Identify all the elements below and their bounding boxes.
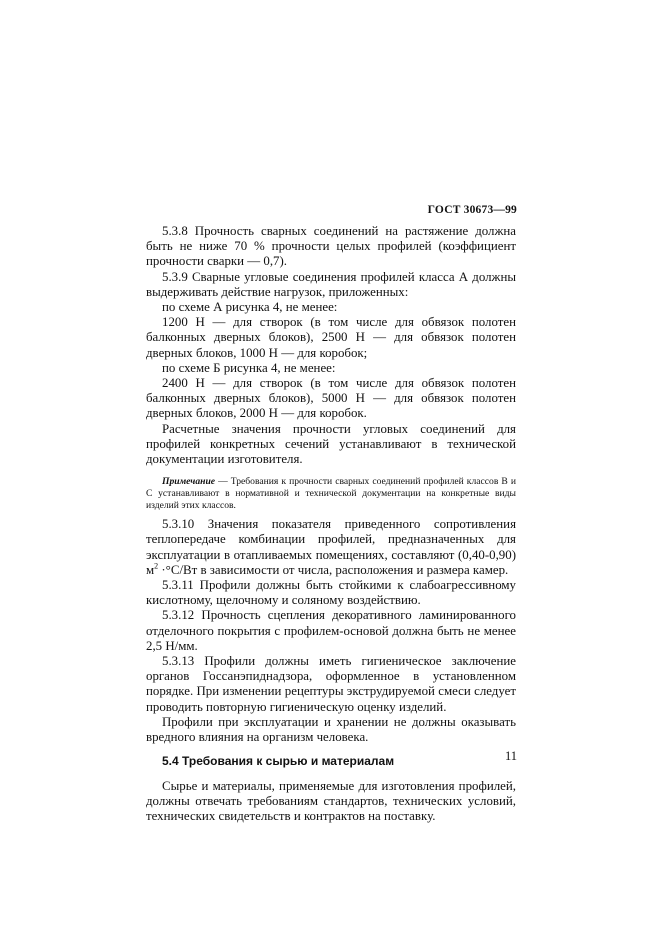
scheme-a-values: 1200 Н — для створок (в том числе для обвязок полотен балконных дверных блоков), 2500 Н — для обвязок полотен дверных блоков, 1000 Н — для коробок;	[146, 315, 516, 360]
paragraph-5-3-11: 5.3.11 Профили должны быть стойкими к слабоагрессивному кислотному, щелочному и соляному воздействию.	[146, 578, 516, 608]
section-5-4-heading: 5.4 Требования к сырью и материалам	[162, 754, 395, 769]
paragraph-5-3-9: 5.3.9 Сварные угловые соединения профилей класса А должны выдерживать действие нагрузок, приложенных:	[146, 269, 516, 299]
note	[146, 476, 516, 512]
calc-values-paragraph: Расчетные значения прочности угловых соединений для профилей конкретных сечений устанавливают в технической документации изготовителя.	[146, 421, 516, 467]
paragraph-5-3-10	[146, 517, 516, 578]
hygiene-paragraph: Профили при эксплуатации и хранении не должны оказывать вредного влияния на организм человека.	[146, 714, 516, 745]
paragraph-5-3-10-text: 5.3.10 Значения показателя приведенного сопротивления теплопередаче комбинации профилей, предназначенных для эксплуатации в отапливаемых помещениях, составляют (0,40-0,90) м	[146, 517, 516, 577]
paragraph-5-3-13: 5.3.13 Профили должны иметь гигиеническое заключение органов Госсанэпиднадзора, оформленное в установленном порядке. При изменении рецептуры экструдируемой смеси следует проводить повторную гигиеническую оценку изделий.	[146, 654, 516, 714]
paragraph-5-3-10-units: ·°С/Вт в зависимости от числа, расположения и размера камер.	[158, 562, 509, 577]
body-text	[146, 224, 516, 824]
scheme-a-label: по схеме А рисунка 4, не менее:	[162, 300, 338, 315]
paragraph-5-3-8: 5.3.8 Прочность сварных соединений на растяжение должна быть не ниже 70 % прочности целых профилей (коэффициент прочности сварки — 0,7).	[146, 224, 516, 269]
document-code: ГОСТ 30673—99	[427, 204, 517, 216]
scheme-b-values: 2400 Н — для створок (в том числе для обвязок полотен балконных дверных блоков), 5000 Н — для обвязок полотен дверных блоков, 2000 Н — для коробок.	[146, 376, 516, 421]
paragraph-5-4: Сырье и материалы, применяемые для изготовления профилей, должны отвечать требованиям стандартов, технических условий, технических свидетельств и контрактов на поставку.	[146, 778, 516, 823]
paragraph-5-3-12: 5.3.12 Прочность сцепления декоративного ламинированного отделочного покрытия с профилем-основой должна быть не менее 2,5 Н/мм.	[146, 608, 516, 653]
superscript: 2	[154, 561, 159, 571]
note-text: — Требования к прочности сварных соединений профилей классов В и С устанавливают в нормативной и технической документации на конкретные виды изделий этих классов.	[146, 476, 516, 512]
scheme-b-label: по схеме Б рисунка 4, не менее:	[162, 360, 336, 375]
note-label: Примечание	[162, 476, 216, 488]
page-number: 11	[504, 749, 517, 763]
